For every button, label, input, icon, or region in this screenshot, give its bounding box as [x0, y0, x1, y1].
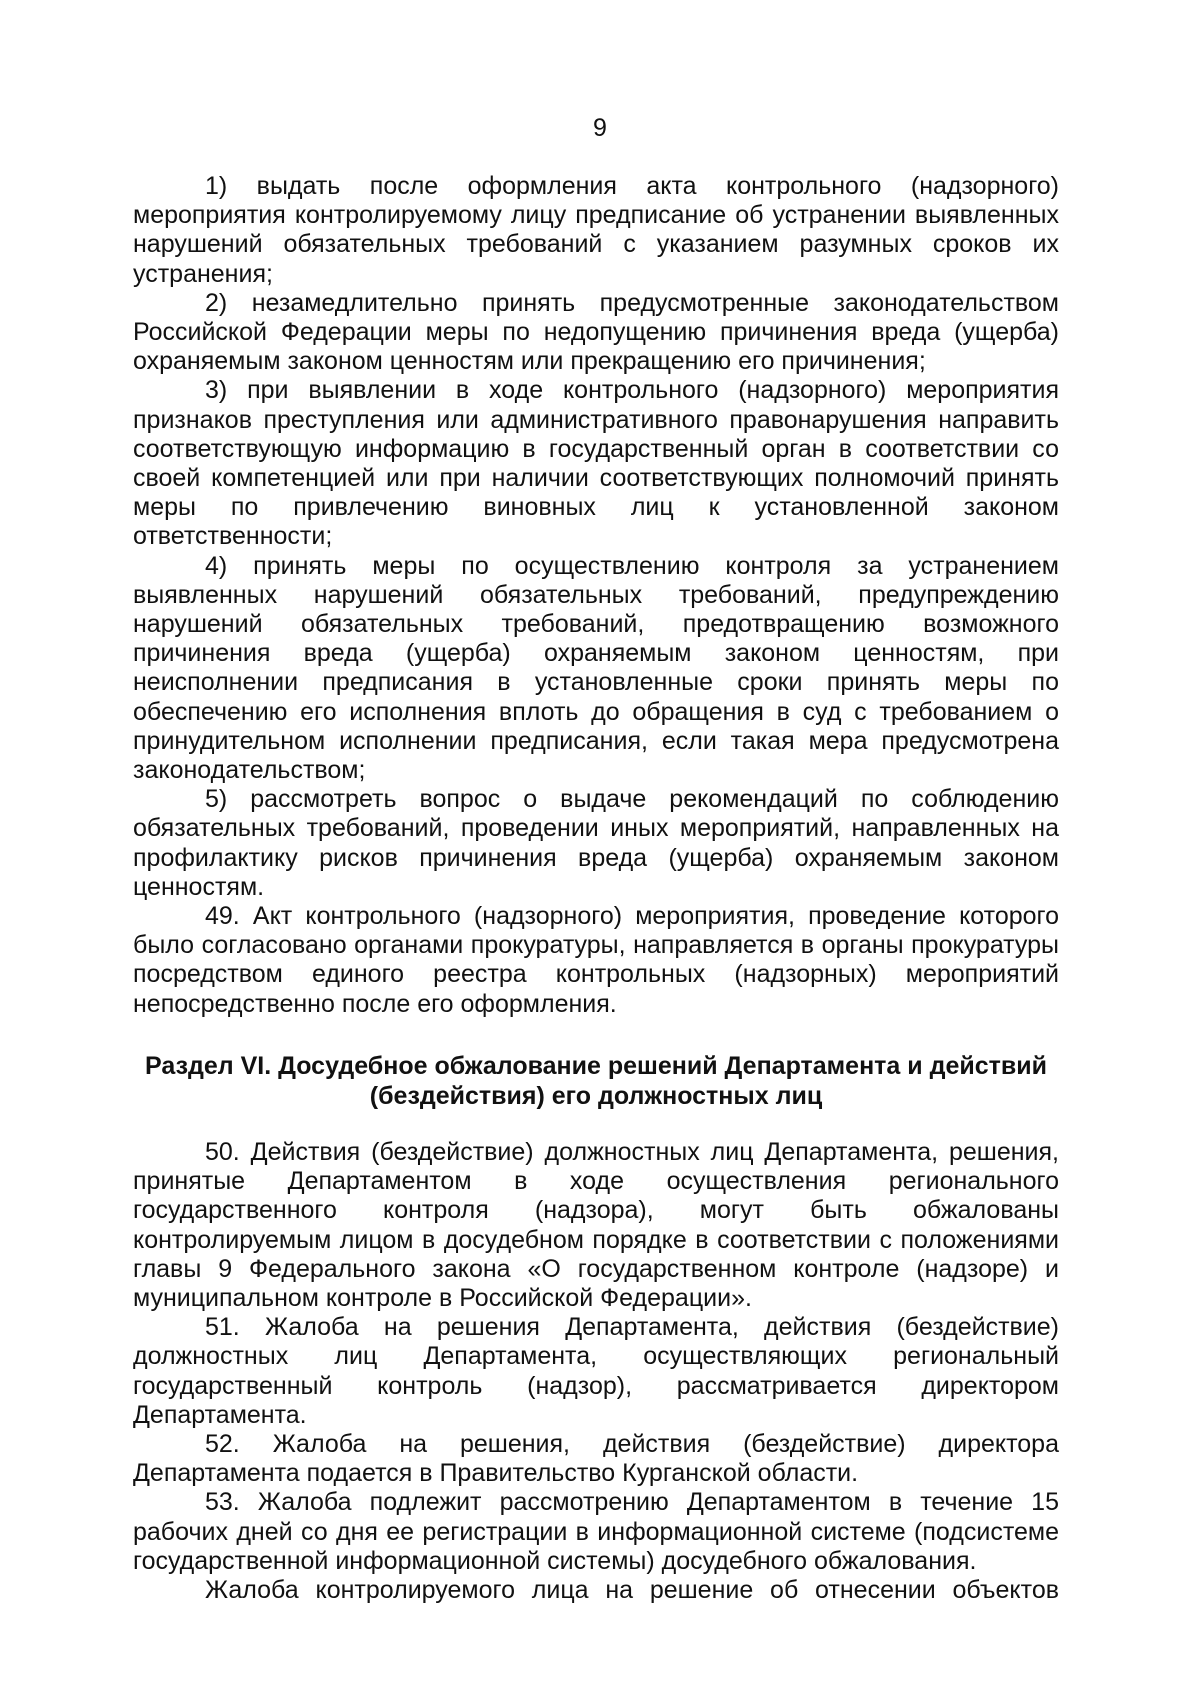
page-number: 9	[593, 114, 607, 142]
paragraph-52: 52. Жалоба на решения, действия (бездействие) директора Департамента подается в Правительство Курганской области.	[133, 1429, 1059, 1488]
paragraph-item-3: 3) при выявлении в ходе контрольного (надзорного) мероприятия признаков преступления или административного правонарушения направить соответствующую информацию в государственный орган в соответствии со своей компетенцией или при наличии соответствующих полномочий принять меры по привлечению виновных лиц к установленной законом ответственности;	[133, 376, 1059, 551]
paragraph-53: 53. Жалоба подлежит рассмотрению Департаментом в течение 15 рабочих дней со дня ее регистрации в информационной системе (подсистеме государственной информационной системы) досудебного обжалования.	[133, 1488, 1059, 1575]
paragraph-49: 49. Акт контрольного (надзорного) мероприятия, проведение которого было согласовано органами прокуратуры, направляется в органы прокуратуры посредством единого реестра контрольных (надзорных) мероприятий непосредственно после его оформления.	[133, 902, 1059, 1018]
section-title	[133, 1051, 1059, 1111]
paragraph-item-2: 2) незамедлительно принять предусмотренные законодательством Российской Федерации меры по недопущению причинения вреда (ущерба) охраняемым законом ценностям или прекращению его причинения;	[133, 288, 1059, 376]
paragraph-item-1: 1) выдать после оформления акта контрольного (надзорного) мероприятия контролируемому лицу предписание об устранении выявленных нарушений обязательных требований с указанием разумных сроков их устранения;	[133, 172, 1059, 288]
paragraph-item-4: 4) принять меры по осуществлению контроля за устранением выявленных нарушений обязательных требований, предупреждению нарушений обязательных требований, предотвращению возможного причинения вреда (ущерба) охраняемым законом ценностям, при неисполнении предписания в установленные сроки принять меры по обеспечению его исполнения вплоть до обращения в суд с требованием о принудительном исполнении предписания, если такая мера предусмотрена законодательством;	[133, 551, 1059, 785]
document-body	[133, 172, 1059, 1605]
paragraph-item-5: 5) рассмотреть вопрос о выдаче рекомендаций по соблюдению обязательных требований, проведении иных мероприятий, направленных на профилактику рисков причинения вреда (ущерба) охраняемым законом ценностям.	[133, 785, 1059, 901]
paragraph-53-continuation: Жалоба контролируемого лица на решение об отнесении объектов	[205, 1575, 1059, 1604]
paragraph-50: 50. Действия (бездействие) должностных лиц Департамента, решения, принятые Департаментом в ходе осуществления регионального государственного контроля (надзора), могут быть обжалованы контролируемым лицом в досудебном порядке в соответствии с положениями главы 9 Федерального закона «О государственном контроле (надзоре) и муниципальном контроле в Российской Федерации».	[133, 1137, 1059, 1312]
section-title-line-1: Раздел VI. Досудебное обжалование решений Департамента и действий	[145, 1051, 1047, 1080]
section-title-line-2: (бездействия) его должностных лиц	[369, 1081, 823, 1110]
paragraph-51: 51. Жалоба на решения Департамента, действия (бездействие) должностных лиц Департамента, осуществляющих региональный государственный контроль (надзор), рассматривается директором Департамента.	[133, 1313, 1059, 1429]
